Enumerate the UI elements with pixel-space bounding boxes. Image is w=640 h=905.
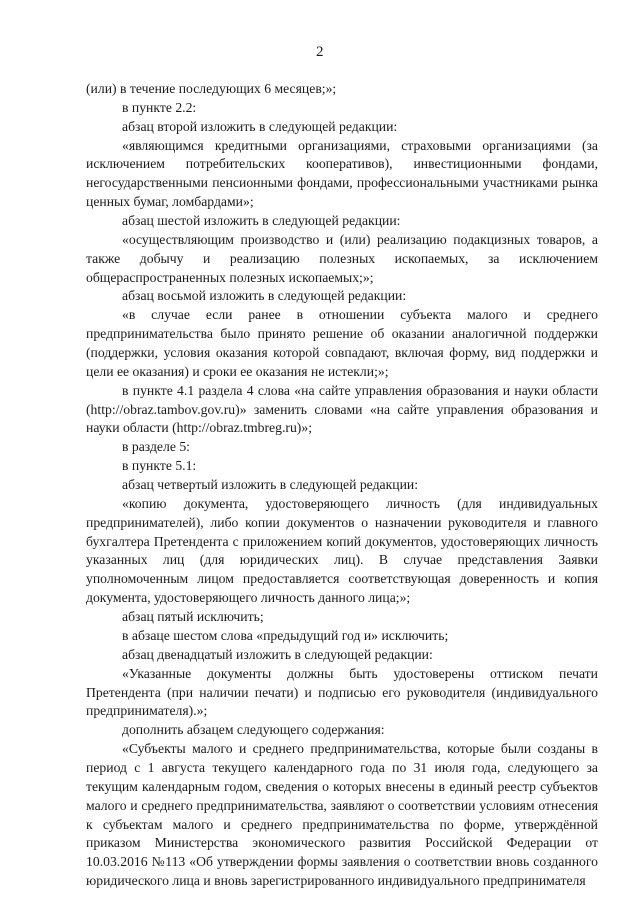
- paragraph: «осуществляющим производство и (или) реализацию подакцизных товаров, а также добычу и реализацию полезных ископаемых, за исключением общераспространенных полезных ископаемых;»;: [86, 231, 598, 285]
- paragraph: абзац двенадцатый изложить в следующей редакции:: [122, 646, 433, 662]
- paragraph: в пункте 4.1 раздела 4 слова «на сайте управления образования и науки области (http://obraz.tambov.gov.ru)» заменить словами «на сайте управления образования и науки области (http://obraz.tmbreg.ru)»;: [86, 382, 598, 436]
- paragraph: в пункте 2.2:: [122, 99, 197, 115]
- paragraph: абзац четвертый изложить в следующей редакции:: [122, 477, 419, 493]
- paragraph: в абзаце шестом слова «предыдущий год и» исключить;: [122, 627, 449, 643]
- paragraph: «в случае если ранее в отношении субъекта малого и среднего предпринимательства было принято решение об оказании аналогичной поддержки (поддержки, условия оказания которой совпадают, включая форму, вид поддержки и цели ее оказания) и сроки ее оказания не истекли;»;: [86, 307, 598, 379]
- paragraph: дополнить абзацем следующего содержания:: [122, 722, 385, 738]
- paragraph: «копию документа, удостоверяющего личность (для индивидуальных предпринимателей), либо копии документов о назначении руководителя и главного бухгалтера Претендента с приложением копий документов, удостоверяющих личность указанных лиц (для юридических лиц). В случае представления Заявки уполномоченным лицом предоставляется соответствующая доверенность и копия документа, удостоверяющего личность данного лица;»;: [86, 495, 598, 606]
- paragraph: абзац второй изложить в следующей редакции:: [122, 118, 398, 134]
- paragraph: «Субъекты малого и среднего предпринимательства, которые были созданы в период с 1 августа текущего календарного года по 31 июля года, следующего за текущим календарным годом, сведения о которых внесены в единый реестр субъектов малого и среднего предпринимательства, заявляют о соответствии условиям отнесения к субъектам малого и среднего предпринимательства по форме, утверждённой приказом Министерства экономического развития Российской Федерации от 10.03.2016 №113 «Об утверждении формы заявления о соответствии вновь созданного юридического лица и вновь зарегистрированного индивидуального предпринимателя: [86, 741, 598, 889]
- paragraph: «Указанные документы должны быть удостоверены оттиском печати Претендента (при наличии печати) и подписью его руководителя (индивидуального предпринимателя).»;: [86, 665, 598, 719]
- paragraph: абзац шестой изложить в следующей редакции:: [122, 213, 401, 229]
- paragraph: абзац восьмой изложить в следующей редакции:: [122, 288, 407, 304]
- paragraph: в пункте 5.1:: [122, 458, 197, 474]
- paragraph: «являющимся кредитными организациями, страховыми организациями (за исключением потребительских кооперативов), инвестиционными фондами, негосударственными пенсионными фондами, профессиональными участниками рынка ценных бумаг, ломбардами»;: [86, 137, 598, 210]
- paragraph: (или) в течение последующих 6 месяцев;»;: [86, 81, 337, 96]
- paragraph: абзац пятый исключить;: [122, 609, 264, 625]
- page-number: 2: [316, 44, 324, 60]
- document-body: [86, 80, 598, 891]
- paragraph: в разделе 5:: [122, 439, 190, 455]
